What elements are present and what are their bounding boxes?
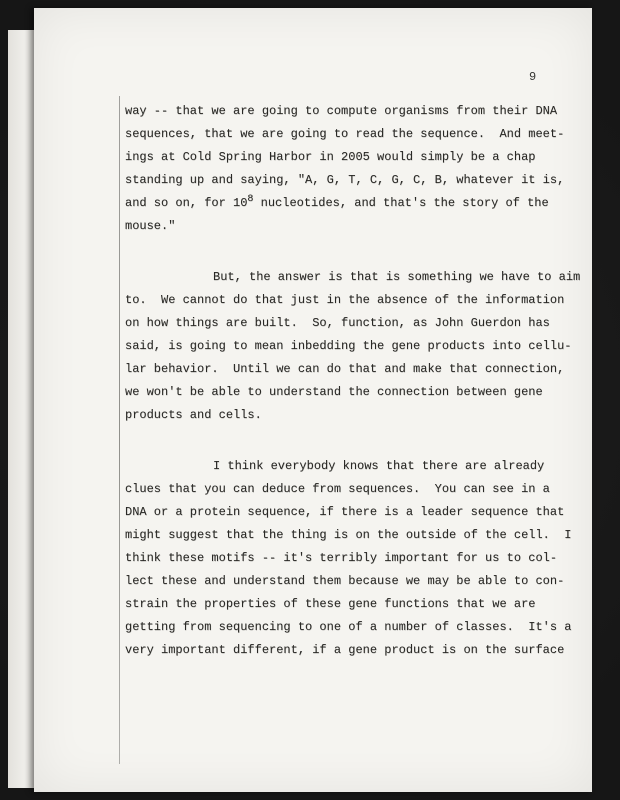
text-line: I think everybody knows that there are already <box>213 459 545 473</box>
underlying-page-edge <box>8 30 35 788</box>
superscript-exponent: 8 <box>247 194 254 205</box>
text-line: ings at Cold Spring Harbor in 2005 would simply be a chap <box>125 150 536 164</box>
text-line: products and cells. <box>125 408 262 422</box>
paragraph <box>125 266 585 427</box>
paragraph <box>125 100 585 238</box>
text-line: standing up and saying, "A, G, T, C, G, C, B, whatever it is, <box>125 173 565 187</box>
text-line: getting from sequencing to one of a number of classes. It's a <box>125 620 572 634</box>
text-line: lar behavior. Until we can do that and make that connection, <box>125 362 565 376</box>
text-line: said, is going to mean inbedding the gene products into cellu- <box>125 339 572 353</box>
page-number: 9 <box>529 70 537 84</box>
margin-rule <box>119 96 120 764</box>
document-page <box>34 8 592 792</box>
text-line: way -- that we are going to compute organisms from their DNA <box>125 104 558 118</box>
text-line <box>125 192 585 215</box>
text-line: DNA or a protein sequence, if there is a leader sequence that <box>125 505 565 519</box>
text-block <box>125 100 585 662</box>
text-line: lect these and understand them because we may be able to con- <box>125 574 565 588</box>
text-line: mouse." <box>125 219 176 233</box>
text-line: very important different, if a gene product is on the surface <box>125 643 565 657</box>
text-line: clues that you can deduce from sequences. You can see in a <box>125 482 550 496</box>
paragraph <box>125 455 585 662</box>
text-line: But, the answer is that is something we have to aim <box>213 270 581 284</box>
text-segment: and so on, for 10 <box>125 196 248 210</box>
text-line: on how things are built. So, function, as John Guerdon has <box>125 316 550 330</box>
text-segment: nucleotides, and that's the story of the <box>253 196 549 210</box>
text-line: might suggest that the thing is on the outside of the cell. I <box>125 528 572 542</box>
text-line: we won't be able to understand the connection between gene <box>125 385 543 399</box>
text-line: to. We cannot do that just in the absence of the information <box>125 293 565 307</box>
text-line: sequences, that we are going to read the sequence. And meet- <box>125 127 565 141</box>
text-line: strain the properties of these gene functions that we are <box>125 597 536 611</box>
text-line: think these motifs -- it's terribly important for us to col- <box>125 551 558 565</box>
